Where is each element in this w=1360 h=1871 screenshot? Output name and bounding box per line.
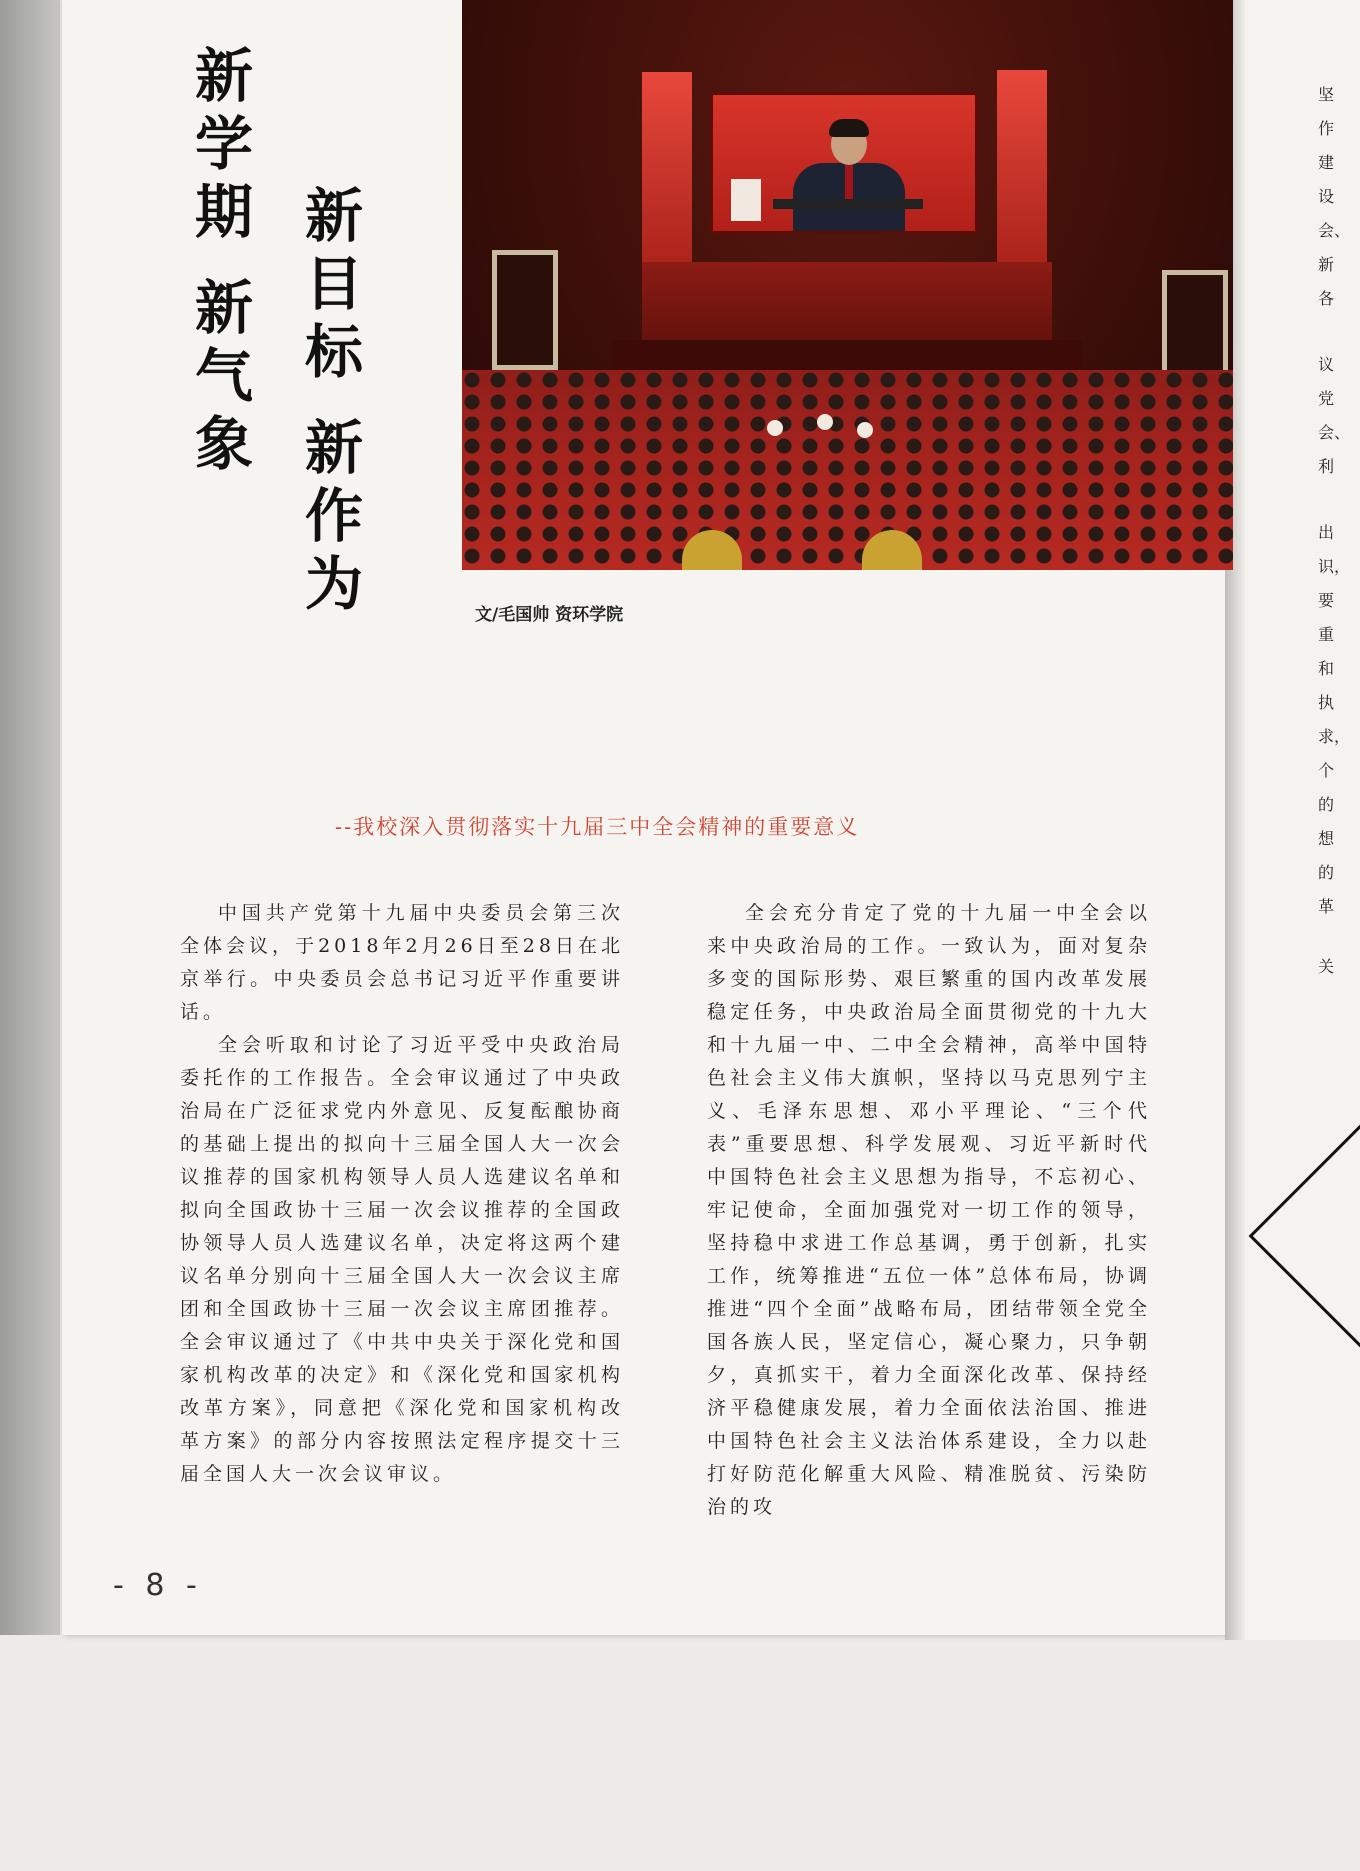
byline: 文/毛国帅 资环学院 [475,605,624,625]
facing-fragment: 各 [1318,289,1335,308]
facing-fragment: 作 [1318,119,1335,138]
facing-fragment: 要 [1318,591,1335,610]
paragraph: 全会听取和讨论了习近平受中央政治局委托作的工作报告。全会审议通过了中央政治局在广泛征求党内外意见、反复酝酿协商的基础上提出的拟向十三届全国人大一次会议推荐的国家机构领导人员人选建议名单和拟向全国政协十三届一次会议推荐的全国政协领导人员人选建议名单，决定将这两个建议名单分别向十三届全国人大一次会议主席团和全国政协十三届一次会议主席团推荐。全会审议通过了《中共中央关于深化党和国家机构改革的决定》和《深化党和国家机构改革方案》，同意把《深化党和国家机构改革方案》的部分内容按照法定程序提交十三届全国人大一次会议审议。 [180,1034,624,1485]
paragraph: 全会充分肯定了党的十九届一中全会以来中央政治局的工作。一致认为，面对复杂多变的国际形势、艰巨繁重的国内改革发展稳定任务，中央政治局全面贯彻党的十九大和十九届一中、二中全会精神，高举中国特色社会主义伟大旗帜，坚持以马克思列宁主义、毛泽东思想、邓小平理论、“三个代表”重要思想、科学发展观、习近平新时代中国特色社会主义思想为指导，不忘初心、牢记使命，全面加强党对一切工作的领导，坚持稳中求进工作总基调，勇于创新，扎实工作，统筹推进“五位一体”总体布局，协调推进“四个全面”战略布局，团结带领全党全国各族人民，坚定信心，凝心聚力，只争朝夕，真抓实干，着力全面深化改革、保持经济平稳健康发展，着力全面依法治国、推进中国特色社会主义法治体系建设，全力以赴打好防范化解重大风险、精准脱贫、污染防治的攻 [707,902,1151,1518]
facing-fragment: 的 [1318,795,1335,814]
paragraph: 中国共产党第十九届中央委员会第三次全体会议，于2018年2月26日至28日在北京举行。中央委员会总书记习近平作重要讲话。 [180,902,624,1023]
side-screen-right [997,70,1047,270]
side-door-left [492,250,558,370]
facing-fragment: 新 [1318,255,1335,274]
facing-fragment: 会、 [1318,423,1351,442]
stage-front [612,340,1082,370]
facing-fragment: 出 [1318,523,1335,542]
facing-fragment: 和 [1318,659,1335,678]
article-column-left [180,897,624,1491]
facing-fragment: 执 [1318,693,1335,712]
subtitle: --我校深入贯彻落实十九届三中全会精神的重要意义 [335,815,860,839]
facing-fragment: 的 [1318,863,1335,882]
facing-fragment: 个 [1318,761,1335,780]
page-number: - 8 - [113,1568,203,1603]
facing-fragment: 党 [1318,389,1335,408]
article-column-right [707,897,1151,1524]
audience [462,370,1233,570]
sign-language-inset [731,179,761,221]
facing-fragment: 利 [1318,457,1335,476]
facing-fragment: 关 [1318,957,1335,976]
auditorium-photo [462,0,1233,570]
facing-fragment: 议 [1318,355,1335,374]
facing-fragment: 建 [1318,153,1335,172]
scan-background [0,1635,1360,1871]
scan-edge [0,0,60,1871]
title-line-2: 新目标新作为 [295,185,363,621]
facing-fragment: 设 [1318,187,1335,206]
facing-fragment: 想 [1318,829,1335,848]
facing-fragment: 求， [1318,727,1351,746]
facing-fragment: 革 [1318,897,1335,916]
side-screen-left [642,72,692,272]
facing-fragment: 会、 [1318,221,1351,240]
facing-fragment: 识， [1318,557,1351,576]
speaker-figure [789,119,909,231]
main-screen [710,92,978,234]
facing-fragment: 重 [1318,625,1335,644]
title-line-1: 新学期新气象 [185,45,253,481]
facing-fragment: 坚 [1318,85,1335,104]
microphones [773,199,923,209]
facing-page [1245,0,1360,1640]
